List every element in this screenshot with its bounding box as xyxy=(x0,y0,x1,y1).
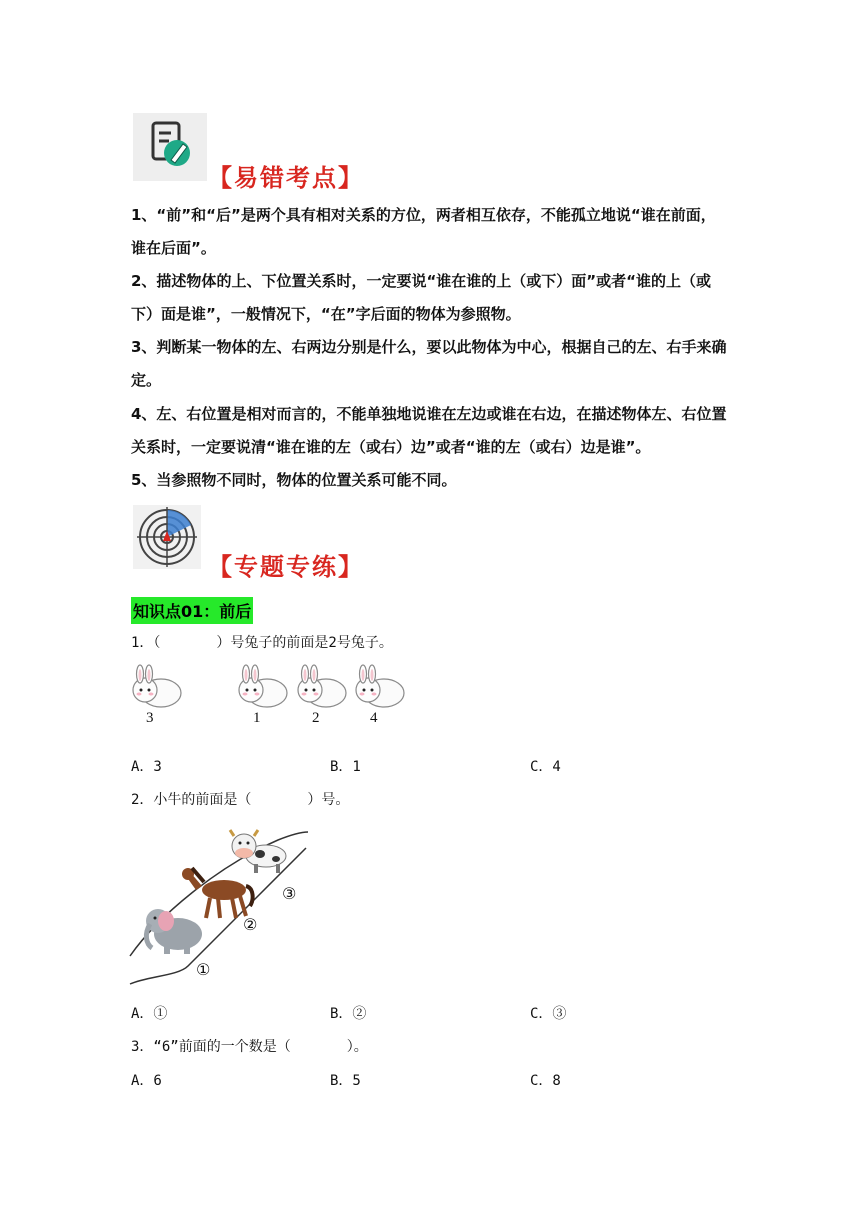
tip-line: 3、判断某一物体的左、右两边分别是什么，要以此物体为中心，根据自己的左、右手来确 xyxy=(131,338,727,356)
section-banner-wrong: 【易错考点】 xyxy=(208,163,364,192)
rabbit-label: 1 xyxy=(253,710,261,726)
tip-line: 1、“前”和“后”是两个具有相对关系的方位，两者相互依存，不能孤立地说“谁在前面， xyxy=(131,206,716,224)
tip-line: 谁在后面”。 xyxy=(131,239,216,257)
tip-line: 关系时，一定要说清“谁在谁的左（或右）边”或者“谁的左（或右）边是谁”。 xyxy=(131,438,651,456)
target-icon xyxy=(133,505,201,569)
option-a[interactable]: A．6 xyxy=(131,1073,162,1089)
path-label: ③ xyxy=(282,884,297,903)
question-3-text: 3．“6”前面的一个数是（ ）。 xyxy=(131,1039,368,1055)
option-c[interactable]: C．③ xyxy=(530,1006,567,1022)
question-1-text: 1．（ ）号兔子的前面是2号兔子。 xyxy=(131,635,393,651)
option-a[interactable]: A．3 xyxy=(131,759,162,775)
option-b[interactable]: B．② xyxy=(330,1006,367,1022)
tip-line: 5、当参照物不同时，物体的位置关系可能不同。 xyxy=(131,471,457,489)
tip-line: 定。 xyxy=(131,371,162,389)
rabbits-illustration xyxy=(128,664,418,710)
rabbit-label: 3 xyxy=(146,710,154,726)
knowledge-point-heading: 知识点01：前后 xyxy=(131,597,253,624)
tip-line: 4、左、右位置是相对而言的，不能单独地说谁在左边或谁在右边，在描述物体左、右位置 xyxy=(131,405,727,423)
rabbit-label: 4 xyxy=(370,710,378,726)
option-c[interactable]: C．4 xyxy=(530,759,561,775)
animals-path-illustration xyxy=(128,826,310,990)
tip-line: 下）面是谁”，一般情况下，“在”字后面的物体为参照物。 xyxy=(131,305,521,323)
option-c[interactable]: C．8 xyxy=(530,1073,561,1089)
tip-line: 2、描述物体的上、下位置关系时，一定要说“谁在谁的上（或下）面”或者“谁的上（或 xyxy=(131,272,712,290)
path-label: ② xyxy=(243,915,258,934)
option-b[interactable]: B．5 xyxy=(330,1073,361,1089)
path-label: ① xyxy=(196,960,211,979)
section-banner-practice: 【专题专练】 xyxy=(208,552,364,581)
option-b[interactable]: B．1 xyxy=(330,759,361,775)
option-a[interactable]: A．① xyxy=(131,1006,168,1022)
checklist-pen-icon xyxy=(133,113,207,181)
rabbit-label: 2 xyxy=(312,710,320,726)
question-2-text: 2．小牛的前面是（ ）号。 xyxy=(131,792,350,808)
